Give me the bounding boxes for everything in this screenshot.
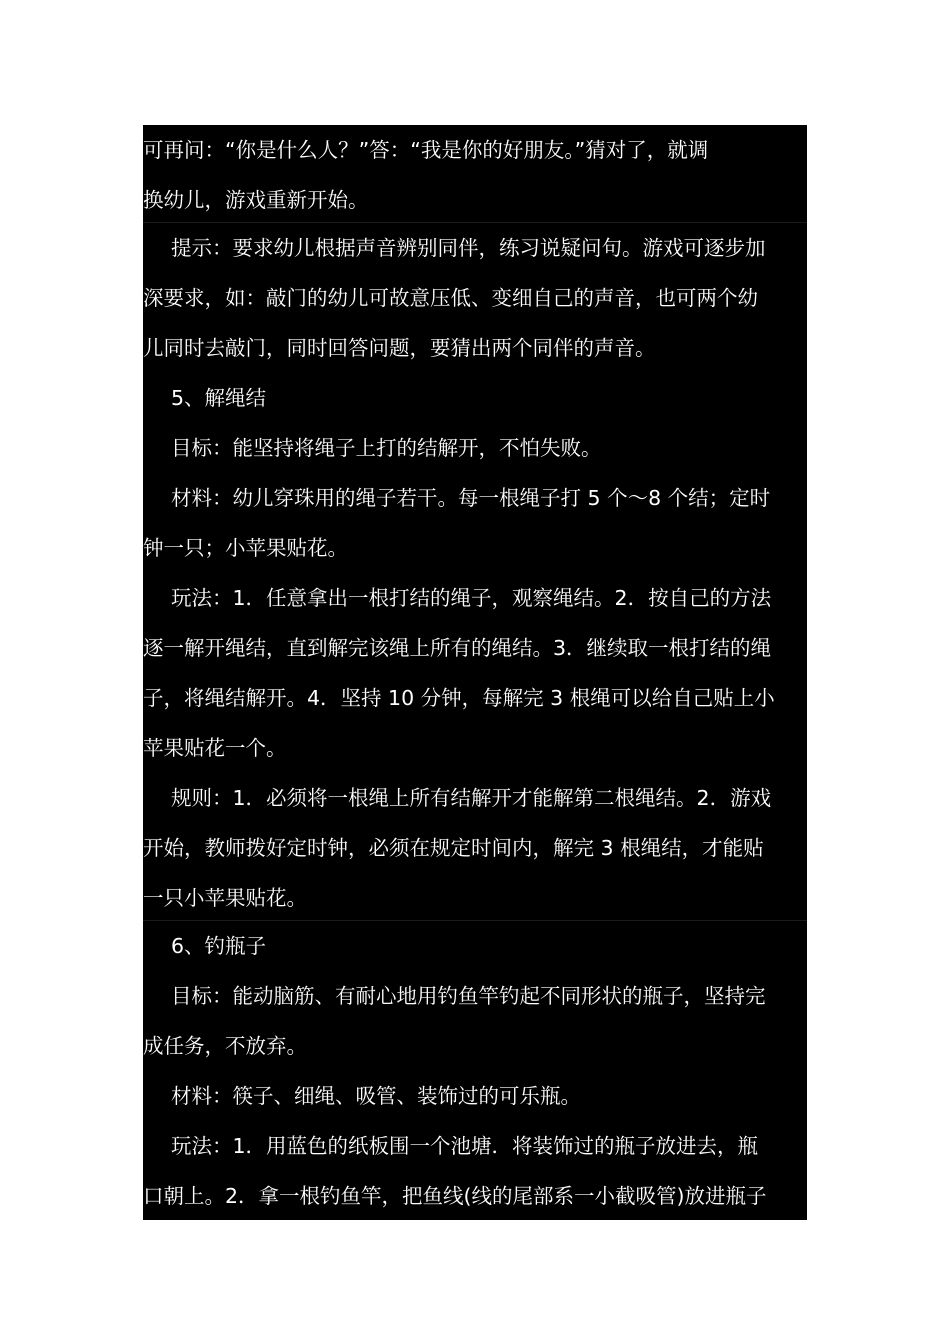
text-line: 可再问：“你是什么人？”答：“我是你的好朋友。”猜对了，就调 — [143, 138, 709, 162]
text-line: 玩法：1．任意拿出一根打结的绳子，观察绳结。2．按自己的方法 — [171, 586, 772, 610]
section-heading: 5、解绳结 — [171, 386, 267, 410]
text-line: 子，将绳结解开。4．坚持 10 分钟，每解完 3 根绳可以给自己贴上小 — [143, 686, 775, 710]
text-line: 开始，教师拨好定时钟，必须在规定时间内，解完 3 根绳结，才能贴 — [143, 836, 764, 860]
section-heading: 6、钓瓶子 — [171, 934, 267, 958]
text-line: 一只小苹果贴花。 — [143, 886, 307, 910]
text-line: 逐一解开绳结，直到解完该绳上所有的绳结。3．继续取一根打结的绳 — [143, 636, 772, 660]
text-section-3 — [143, 921, 807, 1220]
text-section-1 — [143, 125, 807, 222]
text-line: 材料：幼儿穿珠用的绳子若干。每一根绳子打 5 个～8 个结；定时 — [171, 486, 771, 510]
text-line: 苹果贴花一个。 — [143, 736, 287, 760]
text-line: 儿同时去敲门，同时回答问题，要猜出两个同伴的声音。 — [143, 336, 656, 360]
text-line: 目标：能坚持将绳子上打的结解开，不怕失败。 — [171, 436, 602, 460]
text-line: 材料：筷子、细绳、吸管、装饰过的可乐瓶。 — [171, 1084, 581, 1108]
text-section-2 — [143, 223, 807, 920]
text-line: 目标：能动脑筋、有耐心地用钓鱼竿钓起不同形状的瓶子，坚持完 — [171, 984, 766, 1008]
text-line: 提示：要求幼儿根据声音辨别同伴，练习说疑问句。游戏可逐步加 — [171, 236, 766, 260]
text-line: 换幼儿，游戏重新开始。 — [143, 188, 369, 212]
text-line: 钟一只；小苹果贴花。 — [143, 536, 348, 560]
document-text-block — [143, 125, 807, 1220]
text-line: 规则：1．必须将一根绳上所有结解开才能解第二根绳结。2．游戏 — [171, 786, 772, 810]
text-line: 口朝上。2．拿一根钓鱼竿，把鱼线(线的尾部系一小截吸管)放进瓶子 — [143, 1184, 767, 1208]
text-line: 成任务，不放弃。 — [143, 1034, 307, 1058]
text-line: 深要求，如：敲门的幼儿可故意压低、变细自己的声音，也可两个幼 — [143, 286, 758, 310]
text-line: 玩法：1．用蓝色的纸板围一个池塘．将装饰过的瓶子放进去，瓶 — [171, 1134, 759, 1158]
